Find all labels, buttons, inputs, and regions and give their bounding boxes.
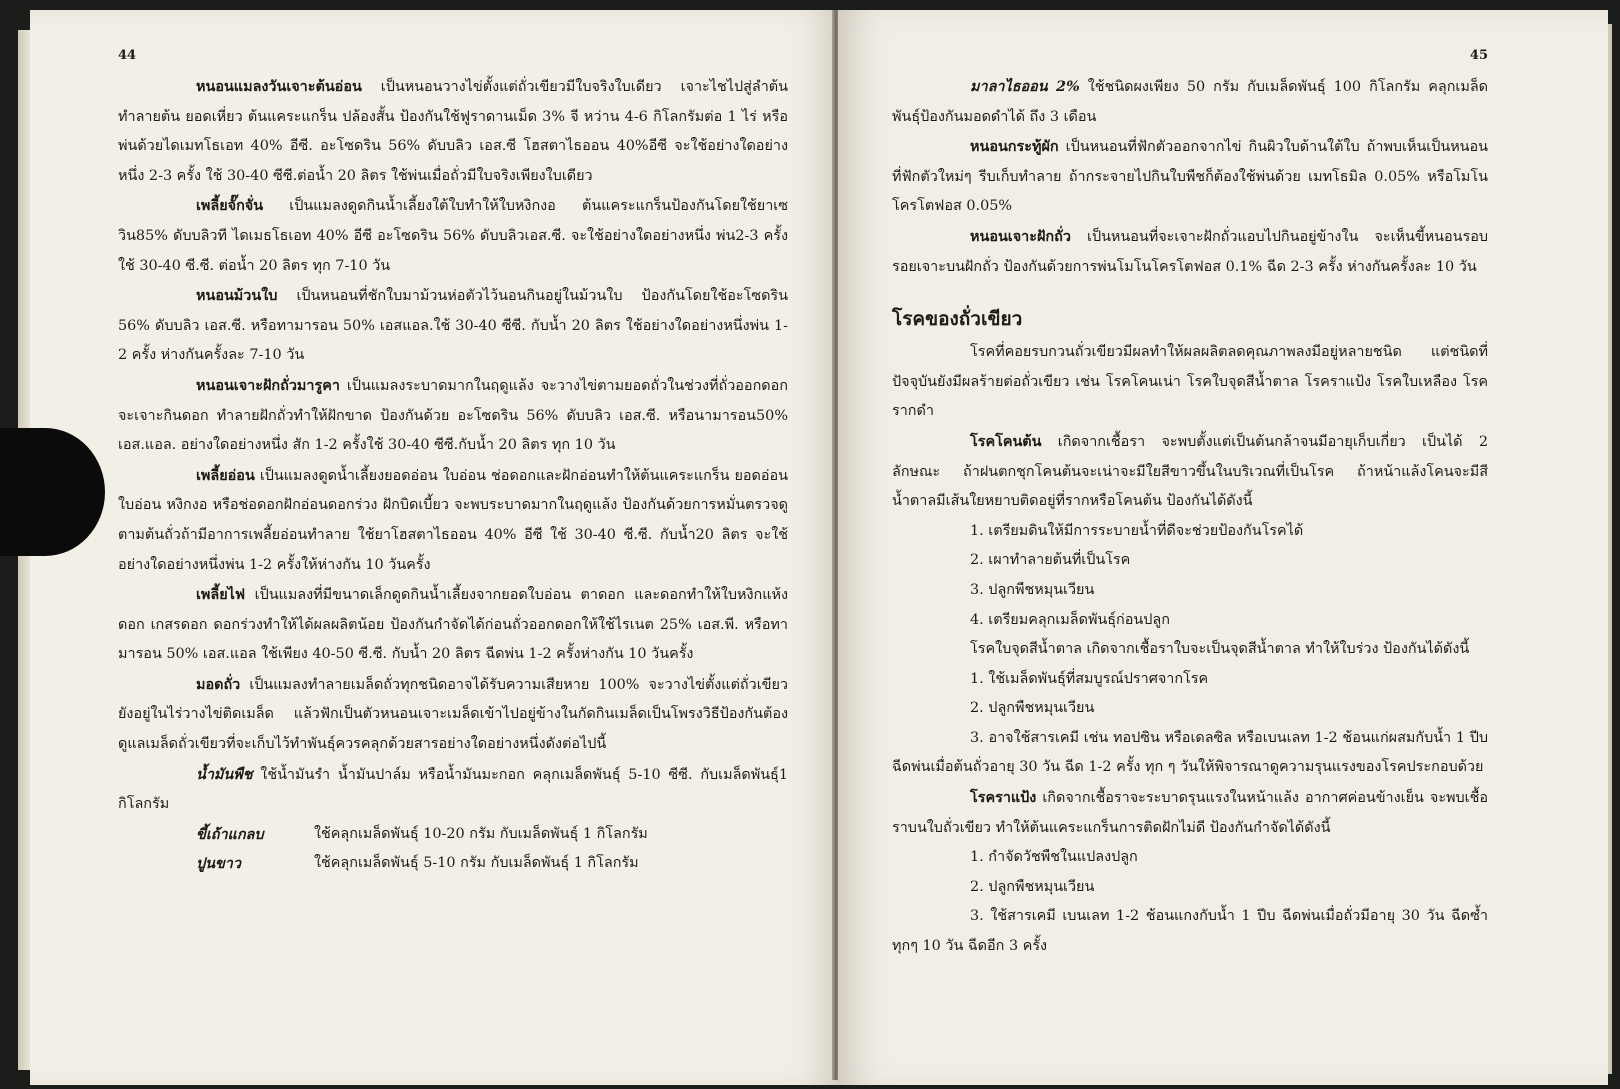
paragraph-text: เป็นแมลงที่มีขนาดเล็กดูดกินน้ำเลี้ยงจากยอดใบอ่อน ตาดอก และดอกทำให้ใบหงิกแห้ง ดอก เกสรดอก ดอกร่วงทำให้ได้ผลผลิตน้อย ป้องกันกำจัดได้ก่อนถั่วออกดอกให้ใช้ไรเนต 25% เอส.พี. หรือทามารอน 50% เอส.แอล ใช้เพียง 40-50 ซี.ซี. กับน้ำ 20 ลิตร ฉีดพ่น 1-2 ครั้งห่างกัน 10 วันครั้ง xyxy=(118,587,788,663)
paragraph-text: เป็นหนอนที่ฟักตัวออกจากไข่ กินผิวใบด้านใต้ใบ ถ้าพบเห็นเป็นหนอนที่ฟักตัวใหม่ๆ รีบเก็บทำลาย ถ้ากระจายไปกินใบพืชก็ต้องใช้พ่นด้วย เมทโธมิล 0.05% หรือโมโนโครโตฟอส 0.05% xyxy=(892,139,1488,215)
pest-term: หนอนเจาะฝักถั่วมารูคา xyxy=(196,376,340,394)
paragraph-text: เป็นแมลงดูดน้ำเลี้ยงยอดอ่อน ใบอ่อน ช่อดอกและฝักอ่อนทำให้ต้นแคระแกร็น ยอดอ่อน ใบอ่อน หงิกงอ หรือช่อดอกฝักอ่อนดอกร่วง ฝักบิดเบี้ยว จะพบระบาดมากในฤดูแล้ง ป้องกันด้วยการหมั่นตรวจดูตามต้นถั่วถ้ามีอาการเพลี้ยอ่อนทำลาย ใช้ยาโฮสตาไธออน 40% อีซี ใช้ 30-40 ซี.ซี. กับน้ำ20 ลิตร จะใช้อย่างใดอย่างหนึ่งพ่น 1-2 ครั้งให้ห่างกัน 10 วันครั้ง xyxy=(118,467,788,573)
coating-row xyxy=(118,820,788,850)
paragraph-text: เกิดจากเชื้อรา จะพบตั้งแต่เป็นต้นกล้าจนมีอายุเก็บเกี่ยว เป็นได้ 2 ลักษณะ ถ้าฝนตกชุกโคนต้นจะเน่าจะมีใยสีขาวขึ้นในบริเวณที่เป็นโรค ถ้าหน้าแล้งโคนจะมีสีน้ำตาลมีเส้นใยหยาบติดอยู่ที่รากหรือโคนต้น ป้องกันได้ดังนี้ xyxy=(892,433,1488,510)
list-item: 3. ใช้สารเคมี เบนเลท 1-2 ช้อนแกงกับน้ำ 1 ปีบ ฉีดพ่นเมื่อถั่วมีอายุ 30 วัน ฉีดซ้ำทุกๆ 10 วัน ฉีดอีก 3 ครั้ง xyxy=(892,908,1488,955)
paragraph xyxy=(892,132,1488,222)
paragraph xyxy=(892,783,1488,843)
paragraph xyxy=(892,72,1488,132)
coating-text: ใช้คลุกเมล็ดพันธุ์ 10-20 กรัม กับเมล็ดพันธุ์ 1 กิโลกรัม xyxy=(314,825,648,842)
disease-term: โรคราแป้ง xyxy=(970,789,1037,807)
disease-term: โรคโคนต้น xyxy=(970,432,1042,450)
coating-name: ขี้เถ้าแกลบ xyxy=(196,825,264,843)
pest-term: หนอนแมลงวันเจาะต้นอ่อน xyxy=(196,78,362,95)
paragraph-text: เป็นแมลงทำลายเมล็ดถั่วทุกชนิดอาจได้รับความเสียหาย 100% จะวางไข่ตั้งแต่ถั่วเขียวยังอยู่ในไร่วางไข่ติดเมล็ด แล้วฟักเป็นตัวหนอนเจาะเมล็ดเข้าไปอยู่ข้างในกัดกินเมล็ดเป็นโพรงวิธีป้องกันต้องดูแลเมล็ดถั่วเขียวที่จะเก็บไว้ทำพันธุ์ควรคลุกด้วยสารอย่างใดอย่างหนึ่งดังต่อไปนี้ xyxy=(118,676,788,753)
paragraph xyxy=(118,191,788,281)
paragraph xyxy=(118,580,788,670)
paragraph xyxy=(892,222,1488,282)
pest-term: เพลี้ยอ่อน xyxy=(196,466,255,484)
list-item: 2. ปลูกพืชหมุนเวียน xyxy=(970,878,1095,895)
paragraph-text: เกิดจากเชื้อราจะระบาดรุนแรงในหน้าแล้ง อากาศค่อนข้างเย็น จะพบเชื้อราบนใบถั่วเขียว ทำให้ต้นแคระแกร็นการติดฝักไม่ดี ป้องกันกำจัดได้ดังนี้ xyxy=(892,790,1488,836)
paragraph-text: เป็นหนอนที่ชักใบมาม้วนห่อตัวไว้นอนกินอยู่ในม้วนใบ ป้องกันโดยใช้อะโซดริน 56% ดับบลิว เอส.ซี. หรือทามารอน 50% เอสแอล.ใช้ 30-40 ซีซี. กับน้ำ 20 ลิตร ใช้อย่างใดอย่างหนึ่งพ่น 1-2 ครั้ง ห่างกันครั้งละ 7-10 วัน xyxy=(118,288,788,364)
paragraph xyxy=(892,427,1488,517)
paragraph xyxy=(118,72,788,191)
page-number-left: 44 xyxy=(118,48,137,63)
paragraph: โรคที่คอยรบกวนถั่วเขียวมีผลทำให้ผลผลิตลดคุณภาพลงมีอยู่หลายชนิด แต่ชนิดที่ปัจจุบันยังมีผลร้ายต่อถั่วเขียว เช่น โรคโคนเน่า โรคใบจุดสีน้ำตาล โรคราแป้ง โรคใบเหลือง โรครากดำ xyxy=(892,344,1488,420)
treatment-term: มาลาไธออน 2% xyxy=(970,78,1080,95)
paragraph xyxy=(118,281,788,371)
paragraph-text: ใช้ชนิดผงเพียง 50 กรัม กับเมล็ดพันธุ์ 100 กิโลกรัม คลุกเมล็ดพันธุ์ป้องกันมอดดำได้ ถึง 3 เดือน xyxy=(892,79,1489,125)
paragraph-text: เป็นแมลงระบาดมากในฤดูแล้ง จะวางไข่ตามยอดถั่วในช่วงที่ถั่วออกดอกจะเจาะกินดอก ทำลายฝักถั่วทำให้ฝักขาด ป้องกันด้วย อะโซดริน 56% ดับบลิว เอส.ซี. หรือนามารอน50% เอส.แอล. อย่างใดอย่างหนึ่ง สัก 1-2 ครั้งใช้ 30-40 ซีซี.กับน้ำ 20 ลิตร ทุก 10 วัน xyxy=(118,377,788,454)
pest-term: เพลี้ยจั๊กจั่น xyxy=(196,197,264,215)
list-item: 1. ใช้เมล็ดพันธุ์ที่สมบูรณ์ปราศจากโรค xyxy=(970,670,1209,687)
coating-text: ใช้คลุกเมล็ดพันธุ์ 5-10 กรัม กับเมล็ดพันธุ์ 1 กิโลกรัม xyxy=(314,855,639,872)
paragraph-text: เป็นแมลงดูดกินน้ำเลี้ยงใต้ใบทำให้ใบหงิกงอ ต้นแคระแกร็นป้องกันโดยใช้ยาเซวิน85% ดับบลิวที ไดเมธโธเอท 40% อีซี อะโซดริน 56% ดับบลิวเอส.ซี. จะใช้อย่างใดอย่างหนึ่ง พ่น2-3 ครั้ง ใช้ 30-40 ซี.ซี. ต่อน้ำ 20 ลิตร ทุก 7-10 วัน xyxy=(118,198,788,274)
pest-term: หนอนกระทู้ผัก xyxy=(970,138,1059,156)
page-number-right: 45 xyxy=(1469,48,1488,63)
pest-term: หนอนม้วนใบ xyxy=(196,287,278,305)
coating-row xyxy=(118,849,788,879)
paragraph xyxy=(118,371,788,461)
paragraph-text: เป็นหนอนวางไข่ตั้งแต่ถั่วเขียวมีใบจริงใบเดียว เจาะไชไปสู่ลำต้นทำลายต้น ยอดเหี่ยว ต้นแคระแกร็น ปล้องสั้น ป้องกันใช้ฟูราดานเม็ด 3% จี หว่าน 4-6 กิโลกรัมต่อ 1 ไร่ หรือพ่นด้วยไดเมทโธเอท 40% อีซี. อะโซดริน 56% ดับบลิว เอส.ซี โฮสตาไธออน 40%อีซี จะใช้อย่างใดอย่างหนึ่ง 2-3 ครั้ง ใช้ 30-40 ซีซี.ต่อน้ำ 20 ลิตร ใช้พ่นเมื่อถั่วมีใบจริงเพียงใบเดียว xyxy=(118,79,788,184)
list-item: 1. กำจัดวัชพืชในแปลงปลูก xyxy=(970,849,1138,866)
list-item: 4. เตรียมคลุกเมล็ดพันธุ์ก่อนปลูก xyxy=(970,611,1170,628)
list-item: 1. เตรียมดินให้มีการระบายน้ำที่ดีจะช่วยป้องกันโรคได้ xyxy=(970,522,1304,539)
pest-term: มอดถั่ว xyxy=(196,675,241,693)
pest-term: หนอนเจาะฝักถั่ว xyxy=(970,227,1071,245)
section-title: โรคของถั่วเขียว xyxy=(892,308,1023,331)
left-page xyxy=(30,10,840,1085)
paragraph xyxy=(118,760,788,820)
right-page xyxy=(838,10,1608,1085)
pest-term: เพลี้ยไฟ xyxy=(196,586,246,604)
paragraph xyxy=(118,670,788,760)
list-item: 2. ปลูกพืชหมุนเวียน xyxy=(970,700,1095,717)
list-item: 3. อาจใช้สารเคมี เช่น ทอปซิน หรือเดลซิล หรือเบนเลท 1-2 ช้อนแก่ผสมกับน้ำ 1 ปีบ ฉีดพ่นเมื่อต้นถั่วอายุ 30 วัน ฉีด 1-2 ครั้ง ทุก ๆ วันให้พิจารณาดูความรุนแรงของโรคประกอบด้วย xyxy=(892,729,1488,776)
list-item: 2. เผาทำลายต้นที่เป็นโรค xyxy=(970,552,1131,569)
coating-name: ปูนขาว xyxy=(196,855,241,873)
list-item: 3. ปลูกพืชหมุนเวียน xyxy=(970,581,1095,598)
paragraph-text: เป็นหนอนที่จะเจาะฝักถั่วแอบไปกินอยู่ข้างใน จะเห็นขี้หนอนรอบรอยเจาะบนฝักถั่ว ป้องกันด้วยการพ่นโมโนโครโตฟอส 0.1% ฉีด 2-3 ครั้ง ห่างกันครั้งละ 10 วัน xyxy=(892,228,1488,275)
paragraph-text: ใช้น้ำมันรำ น้ำมันปาล์ม หรือน้ำมันมะกอก คลุกเมล็ดพันธุ์ 5-10 ซีซี. กับเมล็ดพันธุ์1 กิโลกรัม xyxy=(118,766,788,813)
disease-line: โรคใบจุดสีน้ำตาล เกิดจากเชื้อราใบจะเป็นจุดสีน้ำตาล ทำให้ใบร่วง ป้องกันได้ดังนี้ xyxy=(970,641,1470,658)
paragraph xyxy=(118,461,788,580)
treatment-term: น้ำมันพืช xyxy=(196,765,253,783)
